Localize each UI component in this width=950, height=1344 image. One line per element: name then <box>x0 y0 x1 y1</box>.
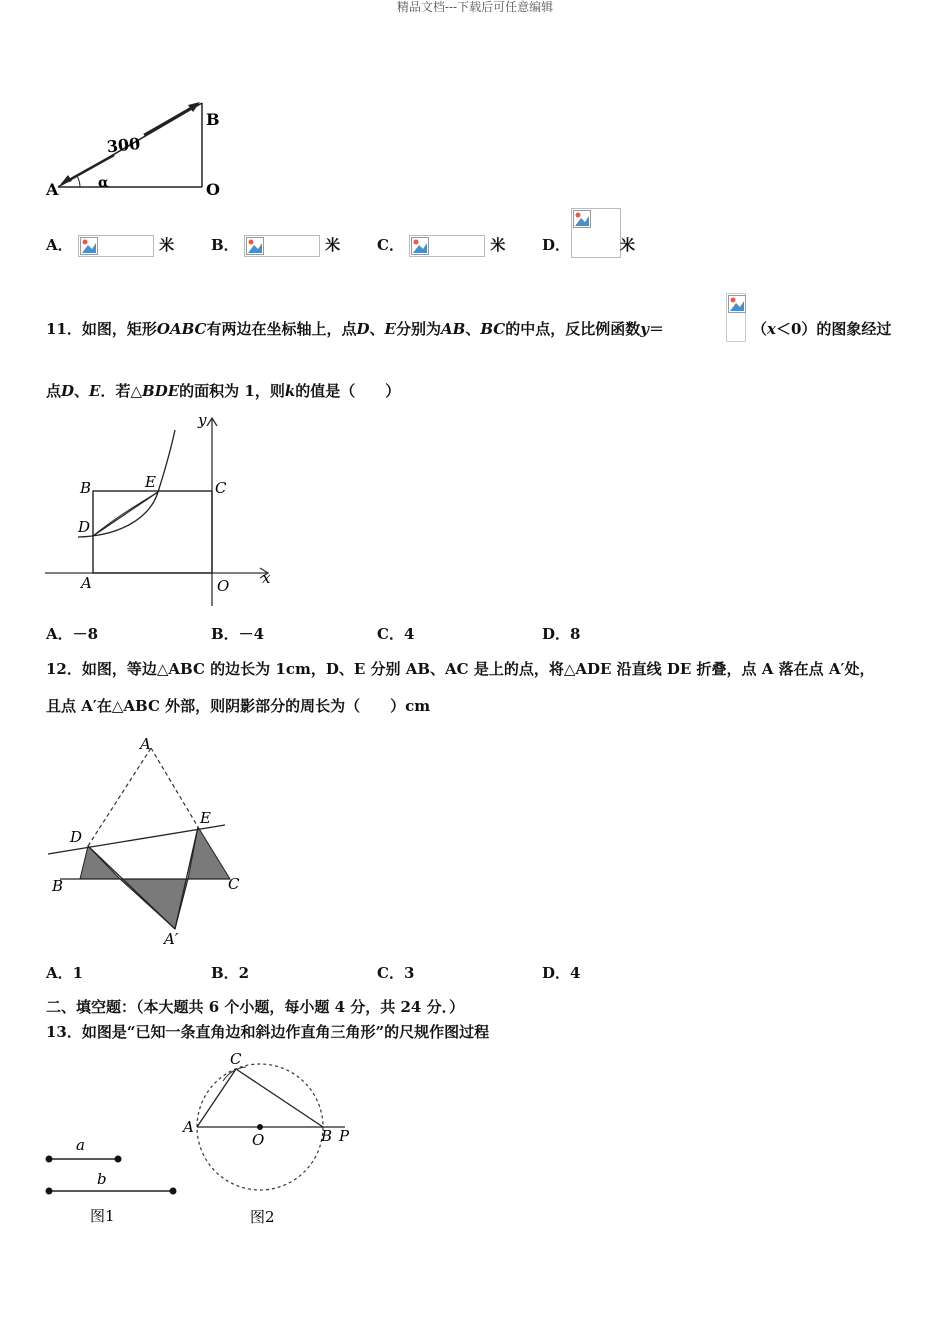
q13-label-C: C <box>230 1050 242 1068</box>
q12-label-D: D <box>70 828 83 846</box>
q11-label-B: B <box>80 479 92 497</box>
option-unit: 米 <box>159 236 175 254</box>
text: E <box>89 382 101 400</box>
q13-label-A: A <box>183 1118 194 1136</box>
q13-label-b: b <box>97 1170 107 1188</box>
text: ＝ <box>648 320 664 338</box>
text: BC <box>480 320 506 338</box>
q11-label-D: D <box>78 518 91 536</box>
q10-label-alpha: α <box>98 175 109 191</box>
section-title: 二、填空题：（本大题共 6 个小题，每小题 4 分，共 24 分．） <box>46 998 465 1016</box>
q11-label-O: O <box>217 577 230 595</box>
q13-label-P: P <box>339 1127 350 1145</box>
q12-option-a[interactable]: A．1 <box>46 964 84 982</box>
q10-label-A: A <box>46 180 59 199</box>
page-header: 精品文档---下载后可任意编辑 <box>396 0 554 14</box>
text: 有两边在坐标轴上，点 <box>206 320 357 338</box>
broken-image-icon <box>78 235 154 257</box>
option-label: D． <box>542 236 571 254</box>
text: 11．如图，矩形 <box>46 320 157 338</box>
q12-figure <box>40 734 250 949</box>
broken-image-icon <box>571 208 621 258</box>
text: x <box>767 320 776 338</box>
text: ＜0）的图象经过 <box>775 320 892 338</box>
q11-option-c[interactable]: C．4 <box>377 625 415 643</box>
option-unit: 米 <box>620 236 636 254</box>
q12-label-A: A <box>140 735 151 753</box>
q13-label-B: B <box>321 1127 333 1145</box>
q11-line1-tail <box>752 319 891 339</box>
q13-figure-2 <box>180 1045 360 1230</box>
q10-label-B: B <box>206 110 220 129</box>
option-label: B． <box>211 236 239 254</box>
text: 的值是（ ） <box>295 382 401 400</box>
q13-text: 13．如图是“已知一条直角边和斜边作直角三角形”的尺规作图过程 <box>46 1023 490 1041</box>
q11-line1 <box>46 319 664 339</box>
text: AB <box>440 320 466 338</box>
q13-fig2-caption: 图2 <box>250 1208 275 1226</box>
q12-option-d[interactable]: D．4 <box>542 964 581 982</box>
q10-label-O: O <box>206 180 220 199</box>
text: 、 <box>465 320 481 338</box>
text: （ <box>752 320 768 338</box>
q11-label-E: E <box>145 473 156 491</box>
q13-label-O: O <box>252 1131 265 1149</box>
q12-label-E: E <box>200 809 211 827</box>
q12-label-B: B <box>52 877 64 895</box>
q12-option-b[interactable]: B．2 <box>211 964 250 982</box>
text: 、 <box>369 320 385 338</box>
q10-option-a[interactable] <box>46 235 174 257</box>
option-unit: 米 <box>325 236 341 254</box>
q12-label-C: C <box>228 875 240 893</box>
text: 的中点，反比例函数 <box>505 320 641 338</box>
q13-label-a: a <box>76 1136 85 1154</box>
broken-image-icon <box>244 235 320 257</box>
q10-label-300: 300 <box>105 133 142 157</box>
text: 、 <box>74 382 90 400</box>
text: 的面积为 1，则 <box>179 382 285 400</box>
q10-option-b[interactable] <box>211 235 340 257</box>
option-unit: 米 <box>490 236 506 254</box>
text: OABC <box>156 320 207 338</box>
q11-label-x: x <box>262 569 271 587</box>
q11-label-C: C <box>215 479 227 497</box>
text: BDE <box>142 382 180 400</box>
q11-option-a[interactable]: A．－8 <box>46 625 99 643</box>
text: y <box>640 320 649 338</box>
text: ．若△ <box>100 382 143 400</box>
text: 分别为 <box>395 320 441 338</box>
q13-figure-1 <box>40 1130 190 1230</box>
q11-option-d[interactable]: D．8 <box>542 625 581 643</box>
text: E <box>384 320 396 338</box>
option-label: A． <box>46 236 73 254</box>
q12-option-c[interactable]: C．3 <box>377 964 415 982</box>
q10-figure <box>40 95 230 205</box>
text: D <box>61 382 75 400</box>
q12-line1: 12．如图，等边△ABC 的边长为 1cm，D、E 分别 AB、AC 是上的点，将△ADE 沿直线 DE 折叠，点 A 落在点 A′处， <box>46 660 875 678</box>
text: k <box>284 382 296 400</box>
option-label: C． <box>377 236 404 254</box>
q11-label-A: A <box>81 574 92 592</box>
broken-image-icon <box>409 235 485 257</box>
q11-option-b[interactable]: B．－4 <box>211 625 265 643</box>
q13-fig1-caption: 图1 <box>90 1207 115 1225</box>
q10-option-c[interactable] <box>377 235 505 257</box>
q11-line2 <box>46 381 400 401</box>
text: D <box>356 320 370 338</box>
text: 点 <box>46 382 62 400</box>
q11-figure <box>40 408 280 608</box>
broken-image-icon <box>726 293 746 342</box>
q11-label-y: y <box>198 411 207 429</box>
q12-label-A-prime: A′ <box>164 930 179 948</box>
q12-line2: 且点 A′在△ABC 外部，则阴影部分的周长为（ ）cm <box>46 697 431 715</box>
